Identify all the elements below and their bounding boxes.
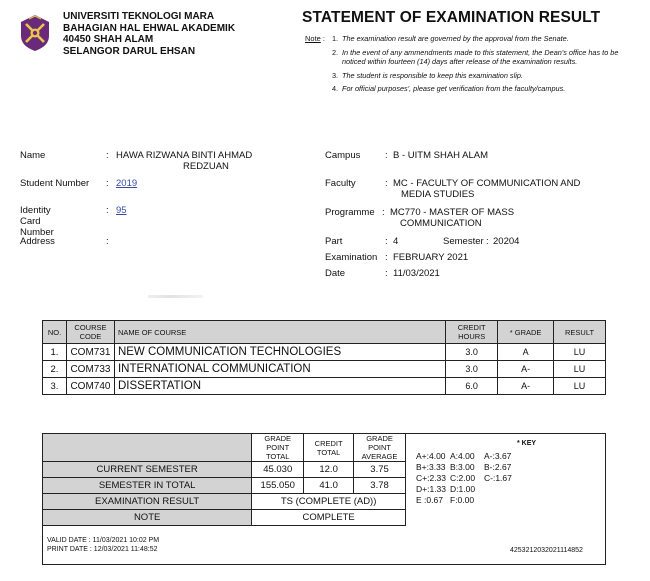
note-row-value: COMPLETE (252, 510, 406, 526)
key-entry: F:0.00 (450, 495, 475, 505)
note-item: 4. For official purposes', please get verification from the faculty/campus. (332, 84, 566, 93)
key-entry: C+:2.33 (416, 473, 447, 483)
summary-header-row (43, 434, 406, 462)
date-label: Date (325, 268, 346, 279)
course-name: DISSERTATION (114, 378, 445, 395)
note-item: 3. The student is responsible to keep this examination slip. (332, 70, 523, 80)
col-gpa: GRADE POINT AVERAGE (354, 434, 406, 462)
exam-result-label: EXAMINATION RESULT (43, 494, 252, 510)
key-entry: A-:3.67 (484, 451, 512, 461)
note-label: Note : (305, 34, 326, 43)
cgpa: 3.78 (354, 478, 406, 494)
examination-value: FEBRUARY 2021 (393, 252, 469, 263)
key-entry: B-:2.67 (484, 462, 512, 472)
part-label: Part (325, 236, 343, 247)
key-entry (484, 484, 518, 495)
faculty-label: Faculty (325, 178, 356, 189)
col-grade: * GRADE (498, 321, 554, 344)
col-course-name: NAME OF COURSE (114, 321, 445, 344)
note-item: 2. In the event of any ammendments made to this statement, the Dean's office has to be noticed within fourteen (14) days after release of the examination results. (332, 47, 619, 66)
uitm-crest-logo (18, 14, 52, 52)
campus-label: Campus (325, 150, 361, 161)
key-entry: E :0.67 (416, 495, 443, 505)
examination-label: Examination (325, 252, 378, 263)
col-course-code: COURSE CODE (66, 321, 114, 344)
grade-key-title: * KEY (517, 440, 537, 447)
programme-label: Programme (325, 207, 375, 218)
notes-list (332, 34, 637, 98)
ic-number-link[interactable]: 95 (116, 205, 127, 216)
current-gp-total: 45.030 (252, 462, 304, 478)
faculty-value: MC - FACULTY OF COMMUNICATION AND MEDIA STUDIES (393, 178, 581, 200)
semester-value: 20204 (493, 236, 520, 247)
note-row-label: NOTE (43, 510, 252, 526)
grade: A (498, 344, 554, 361)
department-name: BAHAGIAN HAL EHWAL AKADEMIK (63, 22, 236, 34)
state-name: SELANGOR DARUL EHSAN (63, 45, 196, 57)
course-name: NEW COMMUNICATION TECHNOLOGIES (114, 344, 445, 361)
current-gpa: 3.75 (354, 462, 406, 478)
key-entry: D:1.00 (450, 484, 476, 494)
ic-label: Identity Card Number (20, 205, 54, 238)
note-row (43, 510, 406, 526)
key-entry: B:3.00 (450, 462, 475, 472)
serial-number: 4253212032021114852 (510, 547, 583, 554)
col-credit-hours: CREDIT HOURS (446, 321, 498, 344)
credit-hours: 3.0 (446, 361, 498, 378)
key-entry: A+:4.00 (416, 451, 446, 461)
course-code: COM731 (66, 344, 114, 361)
semester-label: Semester (443, 236, 484, 247)
student-number-label: Student Number (20, 178, 90, 189)
current-semester-row (43, 462, 406, 478)
key-entry: C-:1.67 (484, 473, 512, 483)
result: LU (554, 361, 606, 378)
row-no: 2. (43, 361, 67, 378)
print-date: PRINT DATE : 12/03/2021 11:48:52 (47, 545, 158, 553)
note-item: 1. The examination result are governed by the approval from the Senate. (332, 34, 569, 43)
course-code: COM733 (66, 361, 114, 378)
postcode-city: 40450 SHAH ALAM (63, 34, 154, 45)
name-label: Name (20, 150, 46, 161)
col-credit-total: CREDIT TOTAL (304, 434, 354, 462)
total-gp: 155.050 (252, 478, 304, 494)
address-label: Address (20, 236, 55, 247)
course-header-row (43, 321, 606, 344)
key-entry (484, 495, 518, 506)
statement-title: STATEMENT OF EXAMINATION RESULT (302, 9, 601, 26)
table-row (43, 361, 606, 378)
result: LU (554, 378, 606, 395)
university-address (63, 11, 235, 57)
campus-value: B - UITM SHAH ALAM (393, 150, 489, 161)
result: LU (554, 344, 606, 361)
exam-result-row (43, 494, 406, 510)
current-semester-label: CURRENT SEMESTER (43, 462, 252, 478)
key-entry: A:4.00 (450, 451, 475, 461)
summary-corner (43, 434, 252, 462)
course-name: INTERNATIONAL COMMUNICATION (114, 361, 445, 378)
valid-date: VALID DATE : 11/03/2021 10:02 PM (47, 537, 160, 544)
row-no: 1. (43, 344, 67, 361)
footer-dates (47, 537, 159, 554)
student-name: HAWA RIZWANA BINTI AHMAD REDZUAN (116, 150, 253, 172)
key-entry: D+:1.33 (416, 484, 447, 494)
university-name: UNIVERSITI TEKNOLOGI MARA (63, 11, 215, 22)
table-row (43, 344, 606, 361)
grade: A- (498, 378, 554, 395)
table-row (43, 378, 606, 395)
course-table (42, 320, 606, 395)
summary-table (42, 433, 406, 526)
part-value: 4 (393, 236, 399, 247)
current-credit-total: 12.0 (304, 462, 354, 478)
total-credit: 41.0 (304, 478, 354, 494)
date-value: 11/03/2021 (393, 268, 440, 279)
credit-hours: 3.0 (446, 344, 498, 361)
total-row (43, 478, 406, 494)
col-grade-point-total: GRADE POINT TOTAL (252, 434, 304, 462)
grade: A- (498, 361, 554, 378)
row-no: 3. (43, 378, 67, 395)
course-code: COM740 (66, 378, 114, 395)
semester-total-label: SEMESTER IN TOTAL (43, 478, 252, 494)
student-number-link[interactable]: 2019 (116, 178, 138, 189)
credit-hours: 6.0 (446, 378, 498, 395)
key-entry: C:2.00 (450, 473, 476, 483)
exam-result-value: TS (COMPLETE (AD)) (252, 494, 406, 510)
col-no: NO. (43, 321, 67, 344)
programme-value: MC770 - MASTER OF MASS COMMUNICATION (390, 207, 515, 229)
grade-key (416, 451, 518, 506)
key-entry: B+:3.33 (416, 462, 446, 472)
col-result: RESULT (554, 321, 606, 344)
faint-scan-mark (148, 295, 203, 298)
